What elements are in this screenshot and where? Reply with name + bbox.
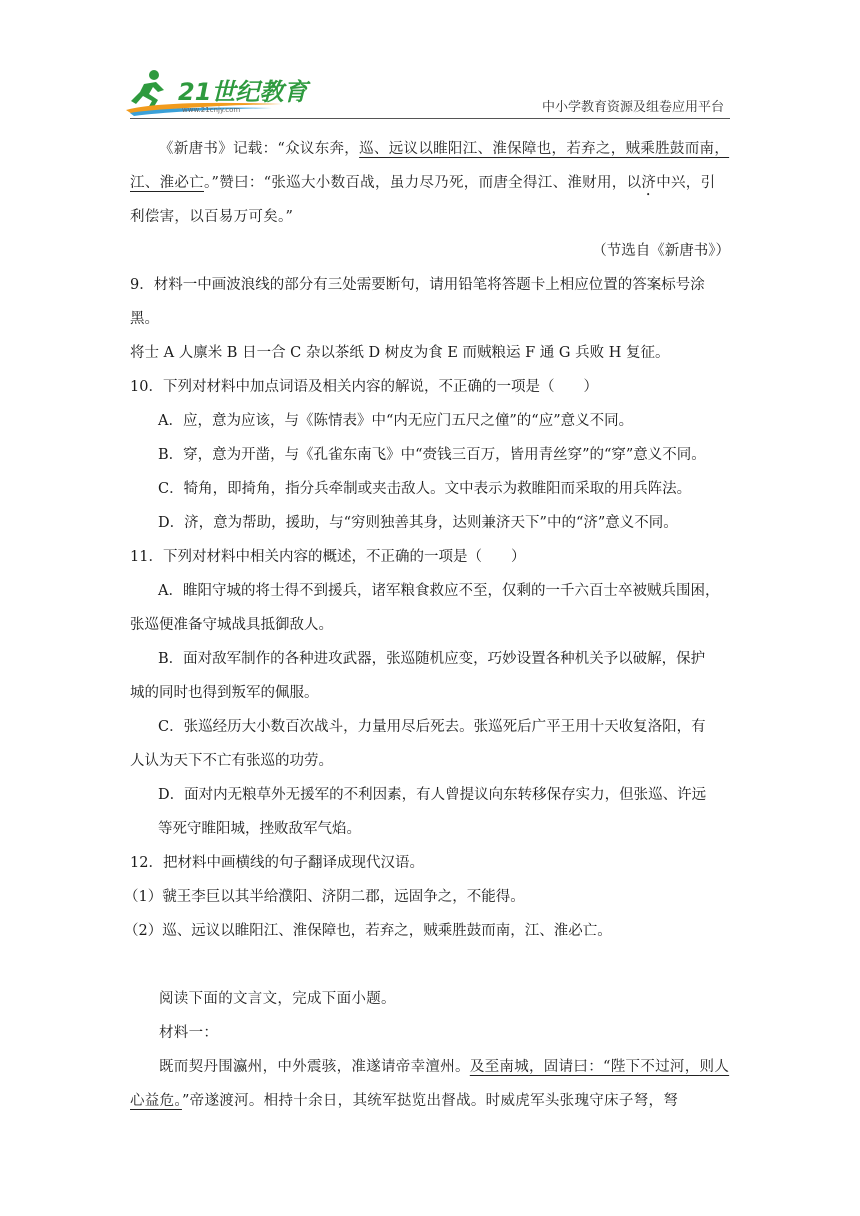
question-11-stem: 11．下列对材料中相关内容的概述，不正确的一项是（ ） xyxy=(130,549,526,565)
question-11-option-d-cont: 等死守睢阳城，挫败敌军气焰。 xyxy=(158,821,361,837)
platform-label: 中小学教育资源及组卷应用平台 xyxy=(541,100,724,115)
material-text: 既而契丹围瀛州，中外震骇，准遂请帝幸澶州。 xyxy=(159,1059,470,1075)
underlined-sentence: 及至南城，固请曰：“陛下不过河， xyxy=(469,1059,700,1075)
material-text: ”帝遂渡河。相持十余日，其统军挞览出督战。时威虎军头张瑰守床子弩，弩 xyxy=(181,1093,679,1109)
question-10-option-d: D．济，意为帮助，援助，与“穷则独善其身，达则兼济天下”中的“济”意义不同。 xyxy=(158,515,678,531)
question-11-option-a-cont: 张巡便准备守城战具抵御敌人。 xyxy=(130,617,333,633)
material-label: 材料一： xyxy=(159,1025,219,1041)
question-11-option-b-cont: 城的同时也得到叛军的佩服。 xyxy=(130,685,319,701)
question-12-item-2: （2）巡、远议以睢阳江、淮保障也，若弃之，贼乘胜鼓而南，江、淮必亡。 xyxy=(124,923,612,939)
question-10-option-a: A．应，意为应该，与《陈情表》中“内无应门五尺之僮”的“应”意义不同。 xyxy=(158,413,634,429)
header-divider xyxy=(130,118,730,119)
underlined-sentence: 则人心益危。 xyxy=(130,1059,730,1109)
question-12-item-1: （1）虢王李巨以其半给濮阳、济阴二郡，远固争之，不能得。 xyxy=(124,889,525,905)
material-text: 中兴，引利偿害，以百易万可矣。” xyxy=(130,175,716,225)
question-11-option-c: C．张巡经历大小数百次战斗，力量用尽后死去。张巡死后广平王用十天收复洛阳，有 xyxy=(158,719,706,735)
question-10-option-c: C．犄角，即掎角，指分兵牵制或夹击敌人。文中表示为救睢阳而采取的用兵阵法。 xyxy=(158,481,692,497)
question-11-option-c-cont: 人认为天下不亡有张巡的功劳。 xyxy=(130,753,333,769)
material-text: 。”赞曰：“张巡大小数百战，虽力尽乃死，而唐全得江、淮财用，以 xyxy=(204,175,642,191)
source-citation: （节选自《新唐书》） xyxy=(592,243,730,259)
page-header xyxy=(0,0,860,125)
question-10-stem: 10．下列对材料中加点词语及相关内容的解说，不正确的一项是（ ） xyxy=(130,379,598,395)
question-11-option-b: B．面对敌军制作的各种进攻武器，张巡随机应变，巧妙设置各种机关予以破解，保护 xyxy=(158,651,706,667)
question-11-option-d: D．面对内无粮草外无援军的不利因素，有人曾提议向东转移保存实力，但张巡、许远 xyxy=(158,787,707,803)
logo-url: www.21cnjy.com xyxy=(182,106,241,114)
material-paragraph xyxy=(130,132,730,234)
underlined-sentence: 巡、远议以睢阳江、淮保障也，若弃之，贼乘胜鼓而南，江、淮必亡 xyxy=(130,141,730,191)
material-one-paragraph xyxy=(130,1050,730,1118)
question-10-option-b: B．穿，意为开凿，与《孔雀东南飞》中“赍钱三百万，皆用青丝穿”的“穿”意义不同。 xyxy=(158,447,706,463)
question-12-stem: 12．把材料中画横线的句子翻译成现代汉语。 xyxy=(130,855,424,871)
reading-instruction: 阅读下面的文言文，完成下面小题。 xyxy=(159,991,396,1007)
logo-text: 21世纪教育 xyxy=(178,78,308,106)
question-9-stem: 9．材料一中画波浪线的部分有三处需要断句，请用铅笔将答题卡上相应位置的答案标号涂黑。 xyxy=(130,277,705,327)
document-body xyxy=(124,132,730,1118)
question-11-option-a: A．睢阳守城的将士得不到援兵，诸军粮食救应不至，仅剩的一千六百士卒被贼兵围困， xyxy=(158,583,720,599)
21cnjy-logo xyxy=(122,66,308,118)
section-gap xyxy=(130,948,730,982)
question-9-sentence: 将士 A 人廪米 B 日一合 C 杂以茶纸 D 树皮为食 E 而贼粮运 F 通 G 兵败 H 复征。 xyxy=(130,345,670,361)
material-text: 《新唐书》记载：“众议东奔， xyxy=(159,141,360,157)
dotted-word: 济 xyxy=(641,175,657,191)
